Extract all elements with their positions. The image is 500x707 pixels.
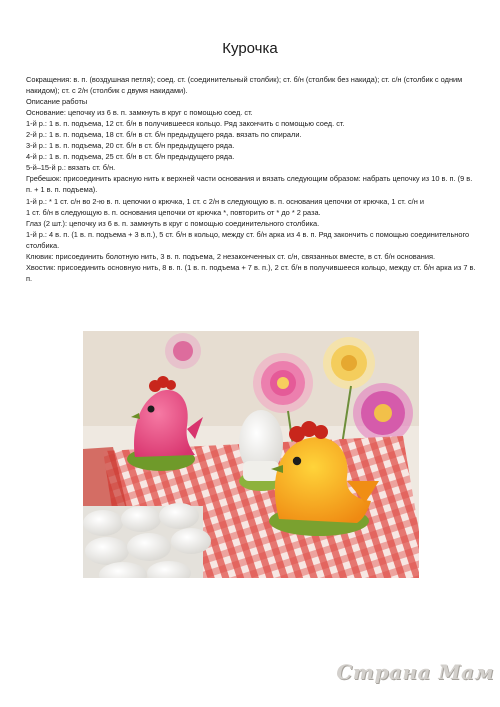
magenta-aster-flower [353, 383, 413, 443]
product-photo [83, 331, 419, 578]
paragraph-row-1: 1-й р.: 1 в. п. подъема, 12 ст. б/н в получившееся кольцо. Ряд закончить с помощью соед. ст. [26, 119, 345, 129]
page-title: Курочка [222, 40, 278, 57]
paragraph-comb: Гребешок: присоединить красную нить к верхней части основания и вязать следующим образом: набрать цепочку из 10 в. п. (9 в. п. + 1 в. п. подъема). [26, 174, 473, 195]
paragraph-base: Основание: цепочку из 6 в. п. замкнуть в круг с помощью соед. ст. [26, 108, 253, 118]
paragraph-abbreviations: Сокращения: в. п. (воздушная петля); соед. ст. (соединительный столбик); ст. б/н (столбик без накида); ст. с/н (столбик с одним накидом); ст. с 2/н (столбик с двумя накидами). [26, 75, 463, 96]
egg-tray [83, 503, 211, 578]
watermark-logo: Страна Мам [336, 660, 494, 684]
paragraph-row-3: 3-й р.: 1 в. п. подъема, 20 ст. б/н в ст. б/н предыдущего ряда. [26, 141, 235, 151]
paragraph-eye: Глаз (2 шт.): цепочку из 6 в. п. замкнуть в круг с помощью соединительного столбика. [26, 218, 320, 228]
paragraph-comb-row-1-cont: 1 ст. б/н в следующую в. п. основания цепочки от крючка *, повторить от * до * 2 раза. [26, 207, 321, 217]
paragraph-beak: Клювик: присоединить болотную нить, 3 в. п. подъема, 2 незаконченных ст. с/н, связанных вместе, в ст. б/н основания. [26, 251, 436, 261]
paragraph-eye-row-1: 1-й р.: 4 в. п. (1 в. п. подъема + 3 в.п.), 5 ст. б/н в кольцо, между ст. б/н арка из 4 в. п. Ряд закончить с помощью соединительного столбика. [26, 229, 470, 250]
document-body [26, 74, 476, 284]
paragraph-row-4: 4-й р.: 1 в. п. подъема, 25 ст. б/н в ст. б/н предыдущего ряда. [26, 152, 235, 162]
crochet-chickens-illustration [83, 331, 419, 578]
yellow-chick-eye [293, 457, 301, 465]
yellow-aster-flower [323, 337, 375, 389]
pink-aster-flower [253, 353, 313, 413]
paragraph-row-2: 2-й р.: 1 в. п. подъема, 18 ст. б/н в ст. б/н предыдущего ряда. вязать по спирали. [26, 130, 302, 140]
left-flower [165, 333, 201, 369]
pink-chick-eye [148, 406, 155, 413]
paragraph-tail: Хвостик: присоединить основную нить, 8 в. п. (1 в. п. подъема + 7 в. п.), 2 ст. б/н в получившееся кольцо, между ст. б/н арка из 7 в. п. [26, 262, 476, 283]
paragraph-row-5-15: 5-й–15-й р.: вязать ст. б/н. [26, 163, 116, 173]
paragraph-heading-description: Описание работы [26, 97, 88, 107]
paragraph-comb-row-1: 1-й р.: * 1 ст. с/н во 2-ю в. п. цепочки о крючка, 1 ст. с 2/н в следующую в. п. основания цепочки от крючка, 1 ст. с/н и [26, 196, 424, 206]
